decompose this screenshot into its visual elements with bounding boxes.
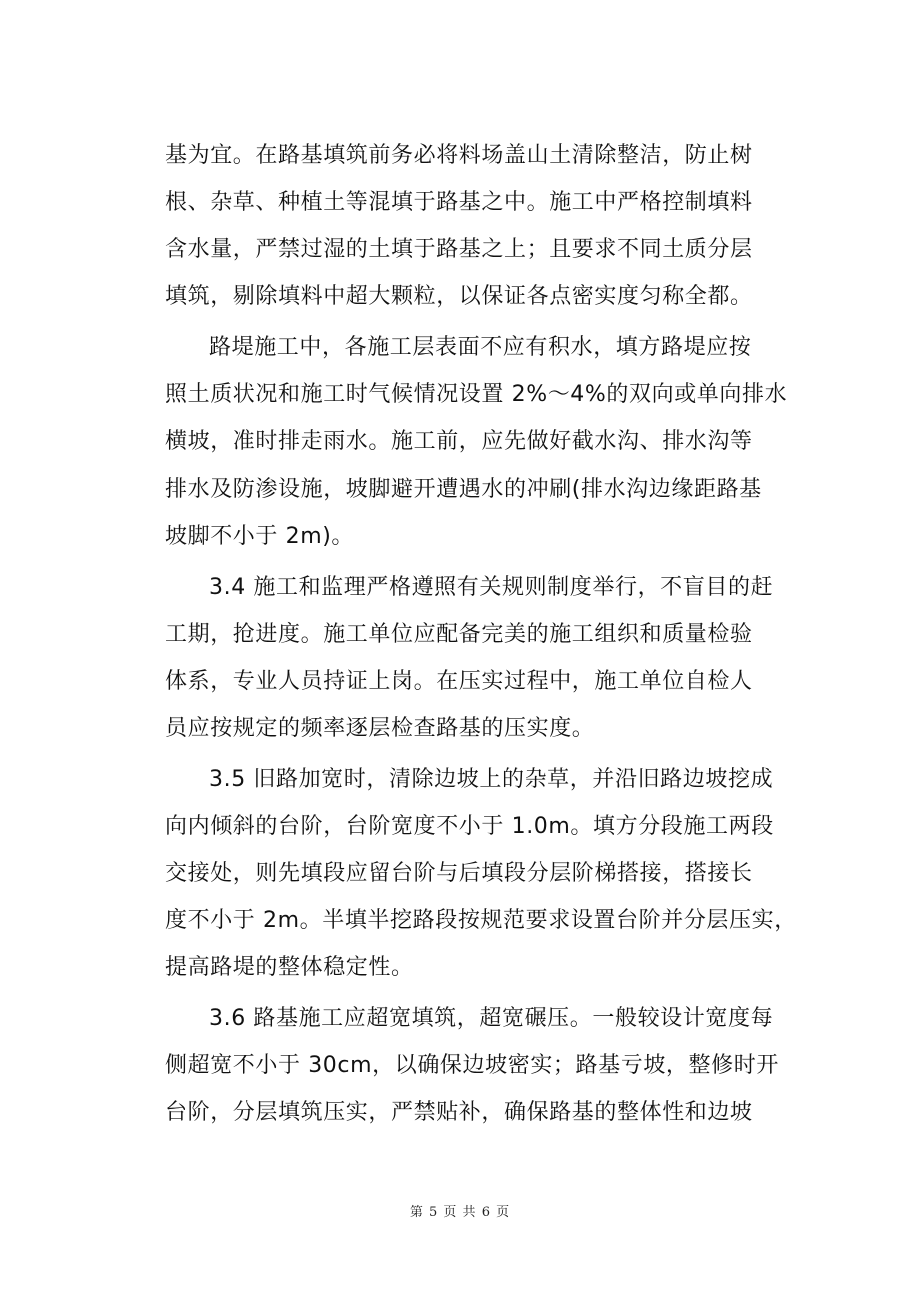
text-line-8: 排水及防渗设施，坡脚避开遭遇水的冲刷(排水沟边缘距路基	[165, 477, 762, 502]
page-number-footer: 第 5 页 共 6 页	[409, 1205, 511, 1220]
text-line-17: 度不小于 2m。半填半挖路段按规范要求设置台阶并分层压实，	[165, 908, 797, 933]
text-line-10: 3.4 施工和监理严格遵照有关规则制度举行，不盲目的赶	[209, 575, 774, 600]
text-line-7: 横坡，准时排走雨水。施工前，应先做好截水沟、排水沟等	[165, 429, 753, 454]
text-line-20: 侧超宽不小于 30cm，以确保边坡密实；路基亏坡，整修时开	[165, 1053, 779, 1078]
text-line-15: 向内倾斜的台阶，台阶宽度不小于 1.0m。填方分段施工两段	[165, 814, 774, 839]
text-line-13: 员应按规定的频率逐层检查路基的压实度。	[165, 716, 595, 741]
text-line-9: 坡脚不小于 2m)。	[165, 524, 355, 549]
text-line-1: 基为宜。在路基填筑前务必将料场盖山土清除整洁，防止树	[165, 143, 753, 168]
text-line-18: 提高路堤的整体稳定性。	[165, 955, 414, 980]
text-line-5: 路堤施工中，各施工层表面不应有积水，填方路堤应按	[209, 335, 752, 360]
text-line-3: 含水量，严禁过湿的土填于路基之上；且要求不同土质分层	[165, 237, 753, 262]
text-line-14: 3.5 旧路加宽时，清除边坡上的杂草，并沿旧路边坡挖成	[209, 767, 774, 792]
text-line-12: 体系，专业人员持证上岗。在压实过程中，施工单位自检人	[165, 669, 753, 694]
text-line-2: 根、杂草、种植土等混填于路基之中。施工中严格控制填料	[165, 190, 753, 215]
text-line-21: 台阶，分层填筑压实，严禁贴补，确保路基的整体性和边坡	[165, 1100, 753, 1125]
text-line-4: 填筑，剔除填料中超大颗粒，以保证各点密实度匀称全都。	[165, 284, 753, 309]
text-line-6: 照土质状况和施工时气候情况设置 2%～4%的双向或单向排水	[165, 382, 788, 407]
text-line-16: 交接处，则先填段应留台阶与后填段分层阶梯搭接，搭接长	[165, 861, 753, 886]
text-line-11: 工期，抢进度。施工单位应配备完美的施工组织和质量检验	[165, 622, 753, 647]
text-line-19: 3.6 路基施工应超宽填筑，超宽碾压。一般较设计宽度每	[209, 1006, 774, 1031]
